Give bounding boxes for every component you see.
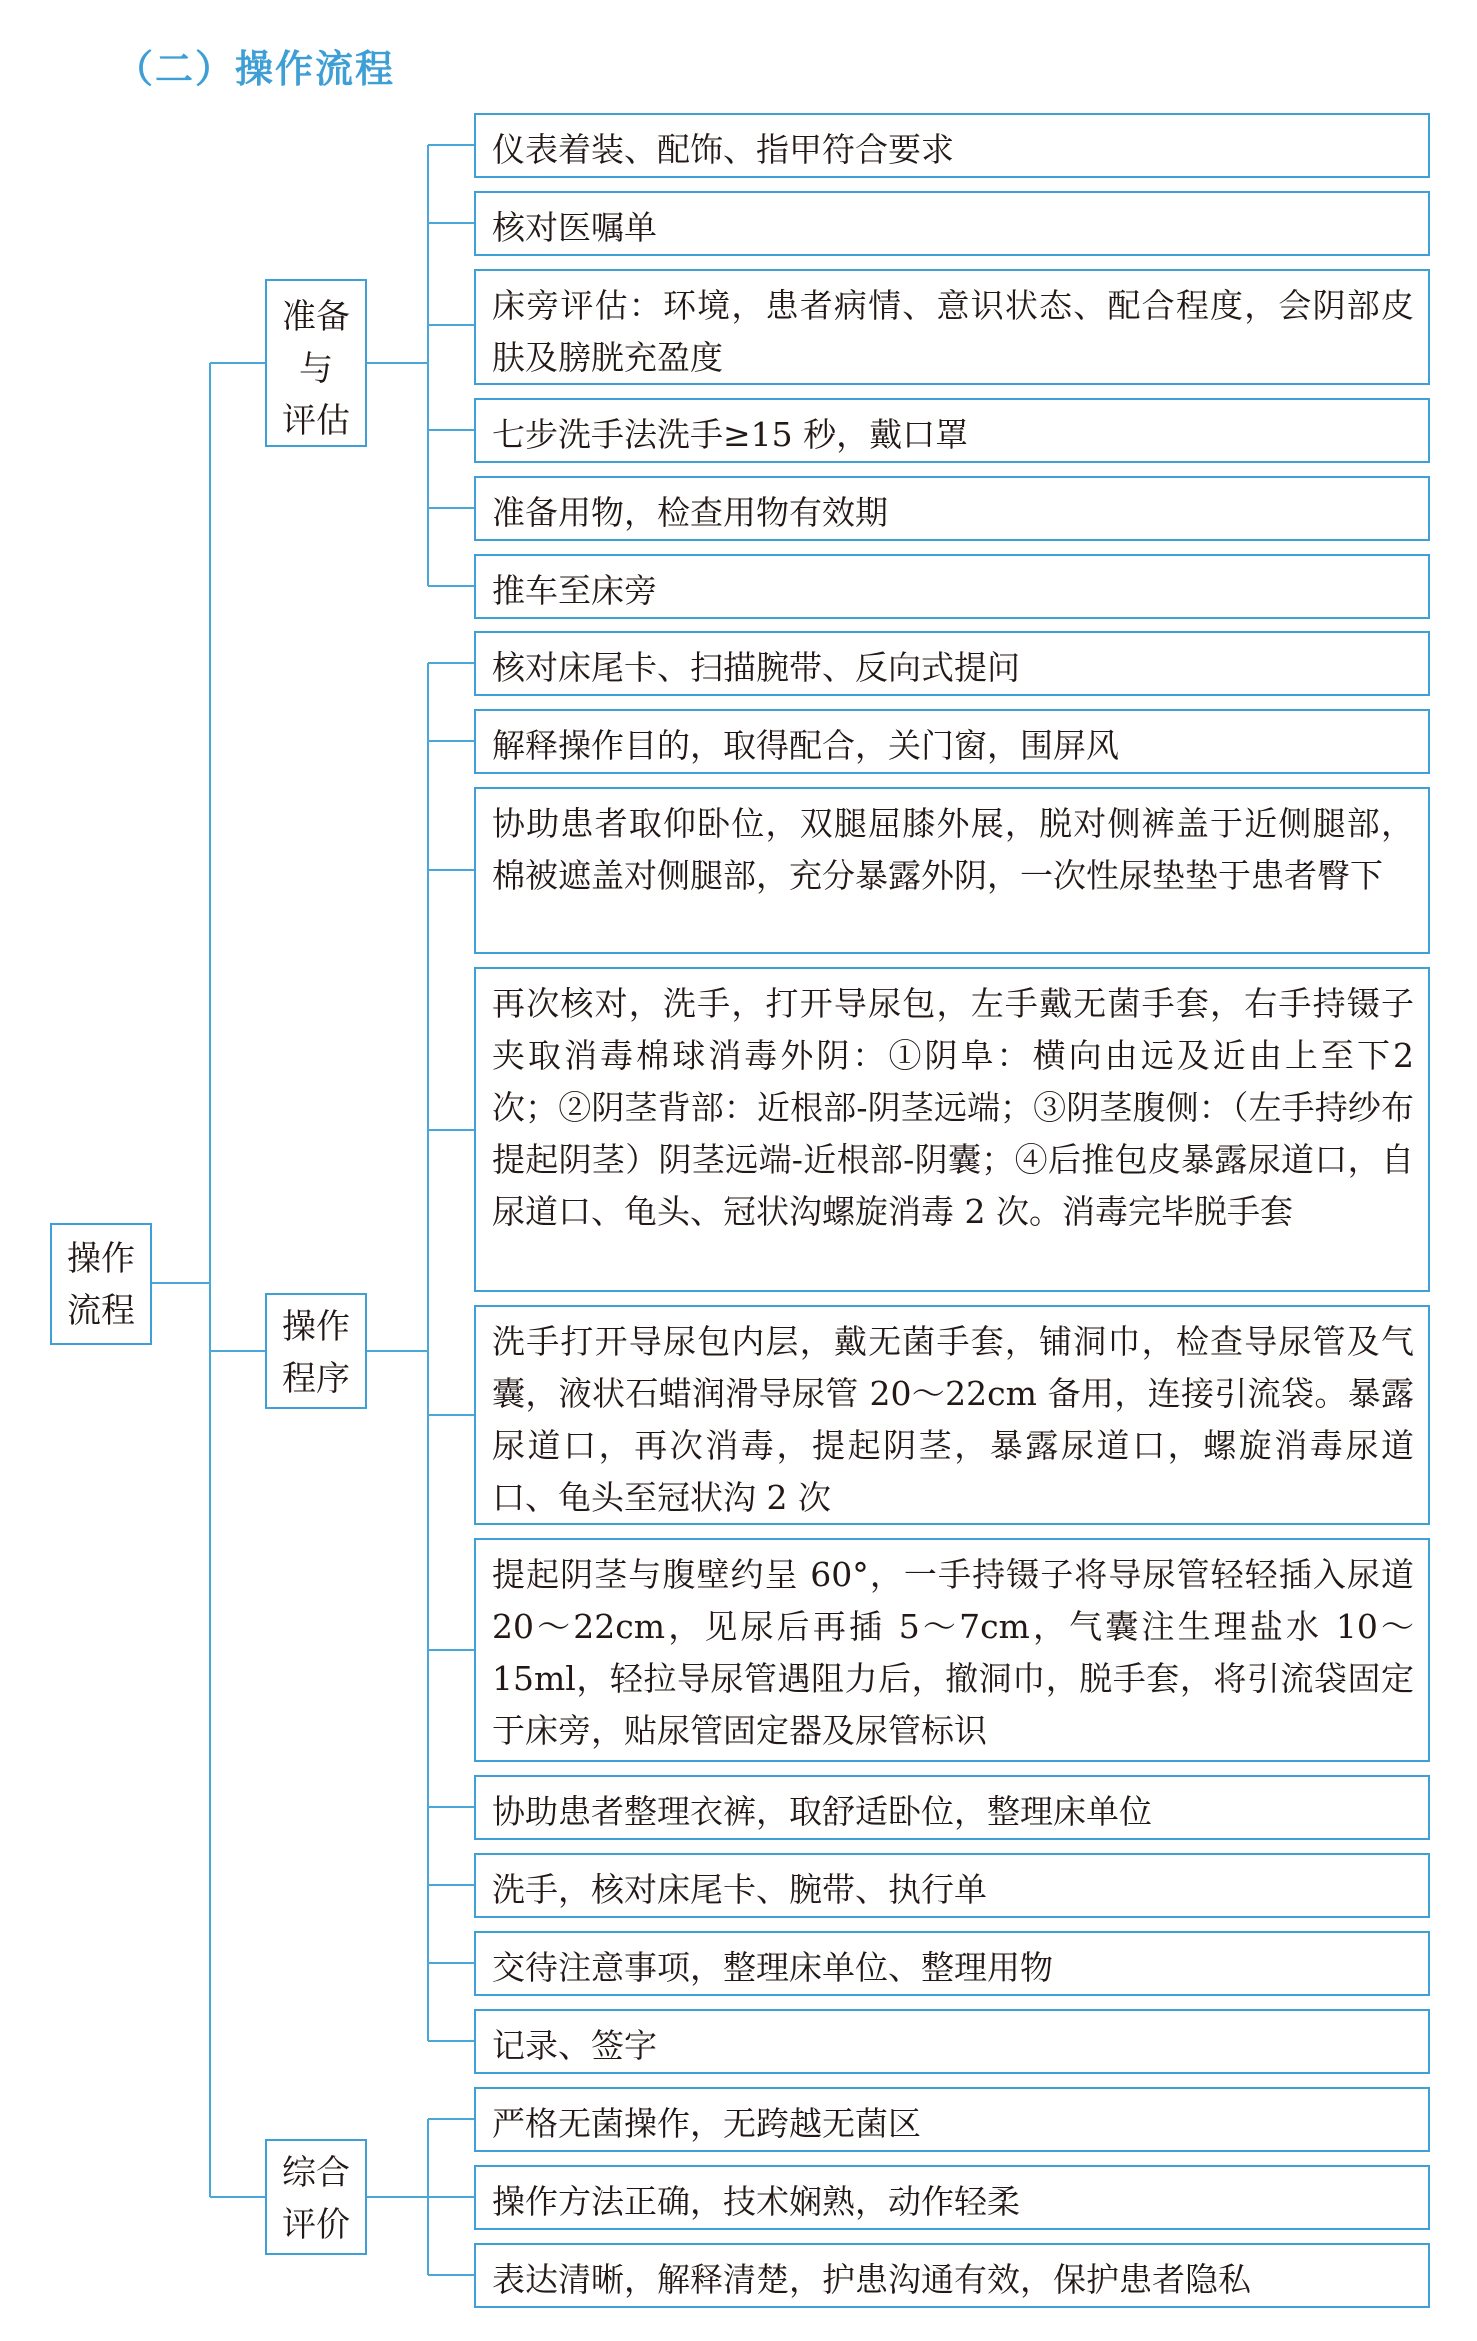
step-box: 核对医嘱单 bbox=[474, 191, 1430, 256]
step-box: 核对床尾卡、扫描腕带、反向式提问 bbox=[474, 631, 1430, 696]
root-line-1: 操作 bbox=[67, 1239, 135, 1279]
step-box: 七步洗手法洗手≥15 秒，戴口罩 bbox=[474, 398, 1430, 463]
step-box: 床旁评估：环境，患者病情、意识状态、配合程度，会阴部皮肤及膀胱充盈度 bbox=[474, 269, 1430, 385]
group-line: 评估 bbox=[282, 401, 350, 441]
group-procedure bbox=[265, 1293, 367, 1409]
step-box: 准备用物，检查用物有效期 bbox=[474, 476, 1430, 541]
step-box: 提起阴茎与腹壁约呈 60°，一手持镊子将导尿管轻轻插入尿道 20～22cm，见尿后再插 5～7cm，气囊注生理盐水 10～15ml，轻拉导尿管遇阻力后，撤洞巾，脱手套，将引流袋固定于床旁，贴尿管固定器及尿管标识 bbox=[474, 1538, 1430, 1762]
root-line-2: 流程 bbox=[67, 1291, 135, 1331]
step-box: 协助患者取仰卧位，双腿屈膝外展，脱对侧裤盖于近侧腿部，棉被遮盖对侧腿部，充分暴露外阴，一次性尿垫垫于患者臀下 bbox=[474, 787, 1430, 954]
step-box: 洗手打开导尿包内层，戴无菌手套，铺洞巾，检查导尿管及气囊，液状石蜡润滑导尿管 20～22cm 备用，连接引流袋。暴露尿道口，再次消毒，提起阴茎，暴露尿道口，螺旋消毒尿道口、龟头至冠状沟 2 次 bbox=[474, 1305, 1430, 1525]
group-prepare-assess bbox=[265, 279, 367, 447]
step-box: 解释操作目的，取得配合，关门窗，围屏风 bbox=[474, 709, 1430, 774]
root-node bbox=[50, 1223, 152, 1345]
step-box: 仪表着装、配饰、指甲符合要求 bbox=[474, 113, 1430, 178]
group-line: 程序 bbox=[282, 1359, 350, 1399]
group-line: 评价 bbox=[282, 2205, 350, 2245]
step-box: 记录、签字 bbox=[474, 2009, 1430, 2074]
step-box: 协助患者整理衣裤，取舒适卧位，整理床单位 bbox=[474, 1775, 1430, 1840]
step-box: 操作方法正确，技术娴熟，动作轻柔 bbox=[474, 2165, 1430, 2230]
step-box: 严格无菌操作，无跨越无菌区 bbox=[474, 2087, 1430, 2152]
step-box: 表达清晰，解释清楚，护患沟通有效，保护患者隐私 bbox=[474, 2243, 1430, 2308]
section-heading: （二）操作流程 bbox=[115, 47, 396, 91]
step-box: 推车至床旁 bbox=[474, 554, 1430, 619]
step-box: 再次核对，洗手，打开导尿包，左手戴无菌手套，右手持镊子夹取消毒棉球消毒外阴：①阴阜：横向由远及近由上至下2 次；②阴茎背部：近根部-阴茎远端；③阴茎腹侧：（左手持纱布提起阴茎）阴茎远端-近根部-阴囊；④后推包皮暴露尿道口，自尿道口、龟头、冠状沟螺旋消毒 2 次。消毒完毕脱手套 bbox=[474, 967, 1430, 1292]
group-evaluation bbox=[265, 2139, 367, 2255]
group-line: 操作 bbox=[282, 1307, 350, 1347]
group-line: 与 bbox=[299, 349, 333, 389]
group-line: 准备 bbox=[282, 297, 350, 337]
step-box: 洗手，核对床尾卡、腕带、执行单 bbox=[474, 1853, 1430, 1918]
step-box: 交待注意事项，整理床单位、整理用物 bbox=[474, 1931, 1430, 1996]
group-line: 综合 bbox=[282, 2153, 350, 2193]
